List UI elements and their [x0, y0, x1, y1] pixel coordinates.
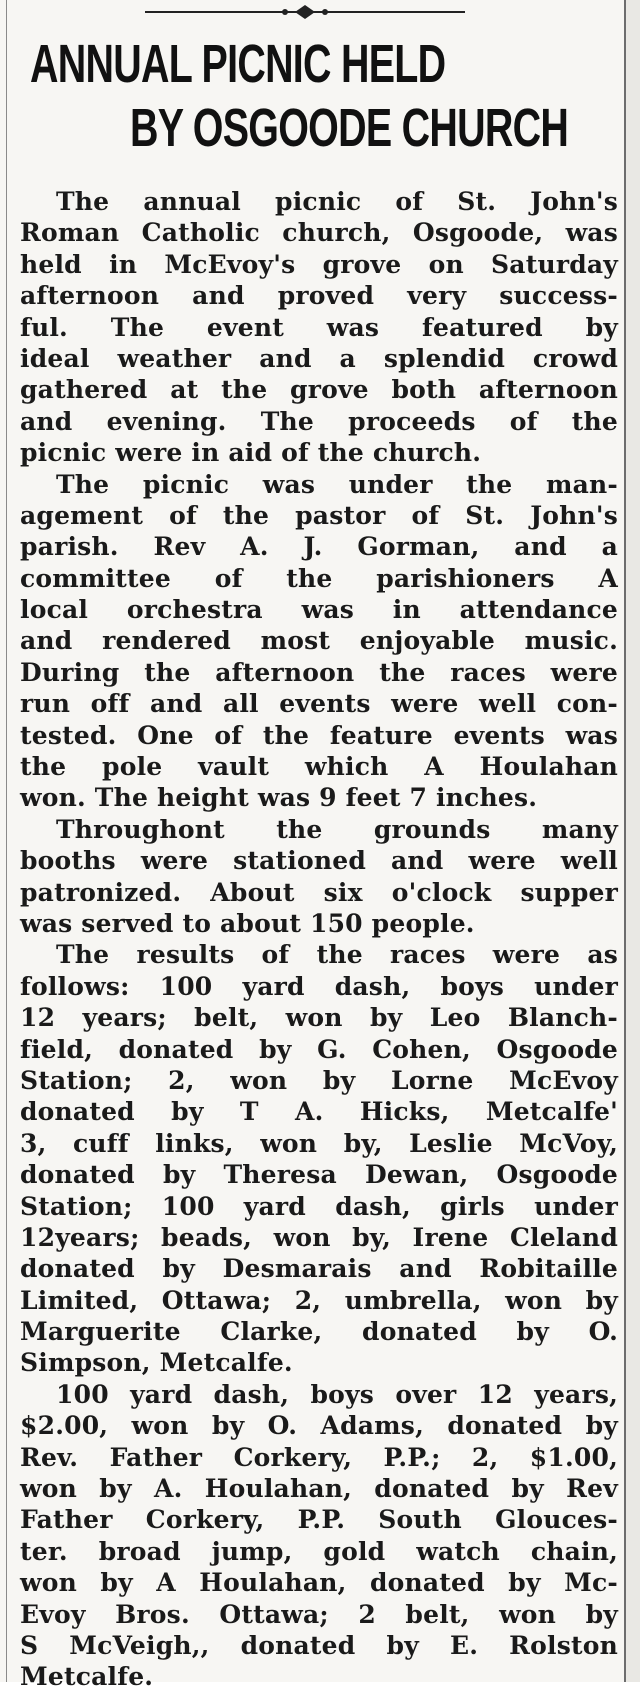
article-line: field, donated by G. Cohen, Osgoode	[20, 1034, 618, 1064]
article-line: parish. Rev A. J. Gorman, and a	[20, 532, 618, 562]
headline-line-2: BY OSGOODE CHURCH	[130, 98, 569, 158]
article-line: donated by T A. Hicks, Metcalfe'	[20, 1097, 618, 1127]
article-line: The annual picnic of St. John's	[56, 187, 618, 216]
right-column-rule	[624, 0, 626, 1682]
article-line: agement of the pastor of St. John's	[20, 500, 618, 530]
article-line: follows: 100 yard dash, boys under	[20, 971, 618, 1001]
article-line: afternoon and proved very success-	[20, 281, 618, 311]
article-line: Roman Catholic church, Osgoode, was	[20, 218, 618, 248]
article-line: gathered at the grove both afternoon	[20, 375, 618, 405]
article-line: The results of the races were as	[56, 940, 618, 970]
left-column-rule	[6, 0, 7, 1682]
article-line: and evening. The proceeds of the	[20, 406, 618, 436]
article-line: Simpson, Metcalfe.	[20, 1348, 293, 1378]
article-line: Throughont the grounds many	[56, 814, 618, 844]
article-line: ter. broad jump, gold watch chain,	[20, 1536, 618, 1566]
article-line: 100 yard dash, boys over 12 years,	[56, 1379, 618, 1409]
article-line: Evoy Bros. Ottawa; 2 belt, won by	[20, 1599, 618, 1629]
article-line: local orchestra was in attendance	[20, 595, 618, 625]
article-line: picnic were in aid of the church.	[20, 438, 482, 468]
article-line: the pole vault which A Houlahan	[20, 752, 618, 782]
article-line: committee of the parishioners A	[20, 563, 618, 593]
article-line: Limited, Ottawa; 2, umbrella, won by	[20, 1285, 618, 1315]
article-line: and rendered most enjoyable music.	[20, 626, 618, 656]
article-line: held in McEvoy's grove on Saturday	[20, 249, 618, 279]
article-line: S McVeigh,, donated by E. Rolston	[20, 1630, 618, 1660]
article-line: 12years; beads, won by, Irene Cleland	[20, 1222, 618, 1252]
article-line: Marguerite Clarke, donated by O.	[20, 1317, 618, 1347]
article-line: booths were stationed and were well	[20, 846, 618, 876]
article-line: 12 years; belt, won by Leo Blanch-	[20, 1003, 618, 1033]
article-line: tested. One of the feature events was	[20, 720, 618, 750]
article-line: ideal weather and a splendid crowd	[20, 343, 618, 373]
headline-line-1: ANNUAL PICNIC HELD	[30, 34, 446, 94]
article-line: run off and all events were well con-	[20, 689, 618, 719]
article-line: $2.00, won by O. Adams, donated by	[20, 1411, 618, 1441]
article-line: During the afternoon the races were	[20, 657, 618, 687]
ornament-rule-icon	[145, 2, 465, 22]
article-line: was served to about 150 people.	[20, 908, 475, 938]
article-line: Father Corkery, P.P. South Glouces-	[20, 1505, 618, 1535]
article-line: ful. The event was featured by	[20, 312, 618, 342]
article-line: Station; 100 yard dash, girls under	[20, 1191, 618, 1221]
adjacent-column-edge	[626, 0, 640, 1682]
article-line: Metcalfe.	[20, 1662, 154, 1692]
article-line: donated by Desmarais and Robitaille	[20, 1254, 618, 1284]
article-line: won by A Houlahan, donated by Mc-	[20, 1568, 618, 1598]
article-line: 3, cuff links, won by, Leslie McVoy,	[20, 1128, 618, 1158]
article-line: won. The height was 9 feet 7 inches.	[20, 783, 538, 813]
article-body	[20, 186, 618, 1693]
article-line: The picnic was under the man-	[56, 469, 618, 499]
article-line: patronized. About six o'clock supper	[20, 877, 618, 907]
article-line: won by A. Houlahan, donated by Rev	[20, 1474, 618, 1504]
article-line: Station; 2, won by Lorne McEvoy	[20, 1065, 618, 1095]
article-line: donated by Theresa Dewan, Osgoode	[20, 1160, 618, 1190]
article-line: Rev. Father Corkery, P.P.; 2, $1.00,	[20, 1442, 618, 1472]
